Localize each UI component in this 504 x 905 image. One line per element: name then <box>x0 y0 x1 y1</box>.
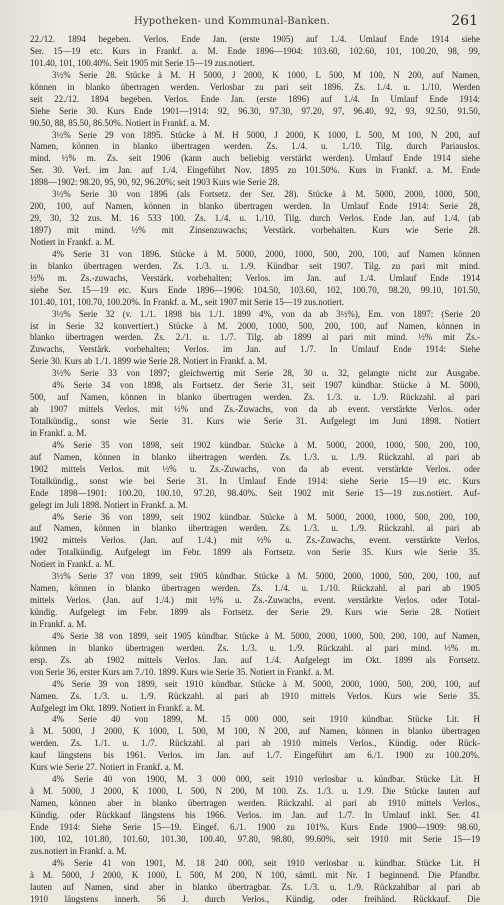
text-line: 100, 102, 101.80, 101.60, 101.30, 100.40, 97.80, 98.80, 99.60%, seit 1910 mit Serie 15—19 <box>30 834 480 846</box>
text-line: zus.notiert in Frankf. a. M. <box>30 846 480 858</box>
text-line: lauten auf Namen, sind aber in blanko übertragbar. Zs. 1./3. u. 1./9. Rückzahlbar al pari ab <box>30 882 480 894</box>
text-line: à M. 5000, J 2000, K 1000, L 500, N 200, M 100. Zs. 1./3. u. 1./9. Die Stücke lauten auf <box>30 786 480 798</box>
text-line: 1910 längstens innerh. 56 J. durch Verlos., Kündig. oder freihänd. Rückkauf. Die <box>30 894 480 905</box>
text-line: in Frankf. a. M. <box>30 428 480 440</box>
text-line: Namen. Zs. 1./3. u. 1./9. Rückzahl. al pari ab 1910 mittels Verlos. Kurs wie Serie 35. <box>30 691 480 703</box>
text-line: werden. Zs. 1./1. u. 1./7. Rückzahl. al pari ab 1910 mittels Verlos., Kündig. oder Rück- <box>30 738 480 750</box>
text-line: 4% Serie 40 von 1900, M. 3 000 000, seit 1910 verlosbar u. kündbar. Stücke Lit. H <box>30 774 480 786</box>
text-line: 4% Serie 34 von 1898, als Fortsetz. der Serie 31, seit 1907 kündbar. Stücke à M. 5000, <box>30 380 480 392</box>
text-body <box>30 34 480 905</box>
text-line: können in blanko übertragen werden. Verlosbar zu pari seit 1896. Zs. 1./4. u. 1./10. Werden <box>30 82 480 94</box>
text-line: mind. ½% m. Zs. seit 1906 (kann auch beliebig verstärkt werden). Umlauf Ende 1914 siehe <box>30 153 480 165</box>
text-line: 3½% Serie 28. Stücke à M. H 5000, J 2000, K 1000, L 500, M 100, N 200, auf Namen, <box>30 70 480 82</box>
text-line: 4% Serie 40 von 1899, M. 15 000 000, seit 1910 kündbar. Stücke Lit. H <box>30 714 480 726</box>
text-line: Namen, können in blanko übertragen werden. Zs. 1./4. u. 1./10. Rückzahl. al pari ab 1905 <box>30 583 480 595</box>
page-number: 261 <box>451 13 478 29</box>
text-line: 200, 100, auf Namen, können in blanko übertragen werden. In Umlauf Ende 1914: Serie 28, <box>30 201 480 213</box>
text-line: Kündig. oder Rückkauf längstens bis 1966. Verlos. im Jan. auf 1./7. In Umlauf inkl. Ser. 41 <box>30 810 480 822</box>
text-line: Totalkündig., sonst wie Serie 31. Kurs wie Serie 31. Aufgelegt im Juni 1898. Notiert <box>30 416 480 428</box>
text-line: in Frankf. a. M. <box>30 619 480 631</box>
text-line: auf Namen, können in blanko übertragen werden. Zs. 1./3. u. 1./9. Rückzahl. al pari ab <box>30 523 480 535</box>
text-line: Ende 1914: Siehe Serie 15—19. Eingef. 6./1. 1900 zu 101%. Kurs Ende 1900—1909: 98.60, <box>30 822 480 834</box>
text-line: Aufgelegt im Okt. 1899. Notiert in Frankf. a. M. <box>30 703 480 715</box>
text-line: oder Totalkündig. Aufgelegt im Febr. 1899 als Fortsetz. von Serie 35. Kurs wie Serie 35. <box>30 547 480 559</box>
text-line: blanko übertragen werden. Zs. 2./1. u. 1./7. Tilg. ab 1899 al pari mit mind. ½% mit Zs.- <box>30 332 480 344</box>
text-line: Namen, können aber in blanko übertragen werden. Rückzahl. al pari ab 1910 mittels Verlos., <box>30 798 480 810</box>
text-line: auf Namen, können in blanko übertragen werden. Zs. 1./3. u. 1./9. Rückzahl. al pari ab <box>30 452 480 464</box>
text-line: seit 22./12. 1894 begeben. Verlos. Ende Jan. (erste 1896) auf 1./4. In Umlauf Ende 1914: <box>30 94 480 106</box>
page-header <box>30 0 480 34</box>
text-line: 3½% Serie 32 (v. 1./1. 1898 bis 1./1. 1899 4%, von da ab 3½%), Em. von 1897: (Serie 20 <box>30 309 480 321</box>
text-line: 4% Serie 39 von 1899, seit 1910 kündbar. Stücke à M. 5000, 2000, 1000, 500, 200, 100, auf <box>30 679 480 691</box>
text-line: können in blanko übertragen werden. Zs. 1./3. u. 1./9. Rückzahl. al pari mind. ½% m. <box>30 643 480 655</box>
text-line: 3½% Serie 29 von 1895. Stücke à M. H 5000, J 2000, K 1000, L 500, M 100, N 200, auf <box>30 130 480 142</box>
text-line: Ser. 30. Verl. im Jan. auf 1./4. Eingeführt Nov. 1895 zu 101.50%. Kurs in Frankf. a. M. Ende <box>30 165 480 177</box>
text-line: 1902 mittels Verlos. mit ½% u. Zs.-Zuwachs, von da ab event. verstärkte Verlos. oder <box>30 464 480 476</box>
text-line: 500, auf Namen, können in blanko übertragen werden. Zs. 1./3. u. 1./9. Rückzahl. al pari <box>30 392 480 404</box>
text-line: Ende 1898—1901: 100.20, 100.10, 97.20, 98.40%. Seit 1902 mit Serie 15—19 zus.notiert. Auf- <box>30 488 480 500</box>
text-line: ½% m. Zs.-zuwachs, Verstärk. vorbehalten; Verlos. im Jan. auf 1./4. Umlauf Ende 1914 <box>30 273 480 285</box>
text-line: 3½% Serie 33 von 1897; gleichwertig mit Serie 28, 30 u. 32, gelangte nicht zur Ausgabe. <box>30 368 480 380</box>
text-line: 22./12. 1894 begeben. Verlos. Ende Jan. (erste 1905) auf 1./4. Umlauf Ende 1914 siehe <box>30 34 480 46</box>
text-line: mittels Verlos. (Jan. auf 1./4.) mit ½% u. Zs.-Zuwachs, event. verstärkte Verlos. oder Total- <box>30 595 480 607</box>
text-line: Siehe Serie 30. Kurs Ende 1901—1914: 92, 96.30, 97.30, 97.20, 97, 96.40, 92, 93, 92.50, 91.50, <box>30 106 480 118</box>
text-line: Namen, können in blanko übertragen werden. Zs. 1./4. u. 1./10. Tilg. durch Pariauslos. <box>30 141 480 153</box>
text-line: ab 1907 mittels Verlos. mit ½% und Zs.-Zuwachs, von da ab event. verstärkte Verlos. oder <box>30 404 480 416</box>
text-line: 90.50, 88, 85.50, 86.50%. Notiert in Frankf. a. M. <box>30 118 480 130</box>
text-line: Notiert in Frankf. a. M. <box>30 237 480 249</box>
text-line: 3½% Serie 30 von 1896 (als Fortsetz. der Ser. 28). Stücke à M. 5000, 2000, 1000, 500, <box>30 189 480 201</box>
text-line: 3½% Serie 37 von 1899, seit 1905 kündbar. Stücke à M. 5000, 2000, 1000, 500, 200, 100, auf <box>30 571 480 583</box>
text-line: 101.40, 101, 100.70, 100.20%. In Frankf. a. M., seit 1907 mit Serie 15—19 zus.notiert. <box>30 297 480 309</box>
text-line: 1902 mittels Verlos. (Jan. auf 1./4.) mit ½% u. Zs.-Zuwachs, event. verstärkte Verlos. <box>30 535 480 547</box>
text-line: 4% Serie 36 von 1899, seit 1902 kündbar. Stücke à M. 5000, 2000, 1000, 500, 200, 100, <box>30 512 480 524</box>
text-line: ersp. Zs. ab 1902 mittels Verlos. Jan. auf 1./4. Aufgelegt im Okt. 1899 als Fortsetz. <box>30 655 480 667</box>
text-line: Totalkündig., sonst wie bei Serie 31. In Umlauf Ende 1914: siehe Serie 15—19 etc. Kurs <box>30 476 480 488</box>
text-line: à M. 5000, J 2000, K 1000, L 500, M 200, N 100, sämtl. mit Nr. 1 beginnend. Die Pfandbr. <box>30 870 480 882</box>
text-line: 4% Serie 41 von 1901, M. 18 240 000, seit 1910 verlosbar u. kündbar. Stücke Lit. H <box>30 858 480 870</box>
text-line: Kurs wie Serie 27. Notiert in Frankf. a. M. <box>30 762 480 774</box>
running-head: Hypotheken- und Kommunal-Banken. <box>30 16 434 27</box>
text-line: 4% Serie 31 von 1896. Stücke à M. 5000, 2000, 1000, 500, 200, 100, auf Namen können <box>30 249 480 261</box>
text-line: Serie 30. Kurs ab 1./1. 1899 wie Serie 28. Notiert in Frankf. a. M. <box>30 356 480 368</box>
text-line: 101.40, 101, 100.40%. Seit 1905 mit Serie 15—19 zus.notiert. <box>30 58 480 70</box>
text-line: kauf längstens bis 1961. Verlos. im Jan. auf 1./7. Eingeführt am 6./1. 1900 zu 100.20%. <box>30 750 480 762</box>
text-line: Notiert in Frankf. a. M. <box>30 559 480 571</box>
text-line: gelegt im Juli 1898. Notiert in Frankf. a. M. <box>30 500 480 512</box>
text-line: Ser. 15—19 etc. Kurs in Frankf. a. M. Ende 1896—1904: 103.60, 102.60, 101, 100.20, 98, 99, <box>30 46 480 58</box>
text-line: 1898—1902: 98.20, 95, 90, 92, 96.20%; seit 1903 Kurs wie Serie 28. <box>30 177 480 189</box>
text-line: von Serie 36, erster Kurs am 7./10. 1899. Kurs wie Serie 35. Notiert in Frankf. a. M. <box>30 667 480 679</box>
text-line: ist in Serie 32 konvertiert.) Stücke à M. 2000, 1000, 500, 200, 100, auf Namen, können in <box>30 321 480 333</box>
text-line: à M. 5000, J 2000, K 1000, L 500, M 100, N 200, auf Namen, können in blanko übertragen <box>30 726 480 738</box>
text-line: 4% Serie 35 von 1898, seit 1902 kündbar. Stücke à M. 5000, 2000, 1000, 500, 200, 100, <box>30 440 480 452</box>
text-line: in blanko übertragen werden. Zs. 1./3. u. 1./9. Kündbar seit 1907. Tilg. zu pari mit mind. <box>30 261 480 273</box>
text-line: 1897) mit mind. ½% mit Zinsenzuwachs; Verstärk. vorbehalten. Kurs wie Serie 28. <box>30 225 480 237</box>
text-line: kündig. Aufgelegt im Febr. 1899 als Fortsetz. der Serie 29. Kurs wie Serie 28. Notiert <box>30 607 480 619</box>
text-line: siehe Ser. 15—19 etc. Kurs Ende 1896—1906: 104.50, 103.60, 102, 100.70, 98.20, 99.10, 101.50, <box>30 285 480 297</box>
text-line: 29, 30, 32 zus. M. 16 533 100. Zs. 1./4. u. 1./10. Tilg. durch Verlos. Ende Jan. auf 1./4. (ab <box>30 213 480 225</box>
text-line: Zuwachs, Verstärk. vorbehalten; Verlos. im Jan. auf 1./7. In Umlauf Ende 1914: Siehe <box>30 344 480 356</box>
text-line: 4% Serie 38 von 1899, seit 1905 kündbar. Stücke à M. 5000, 2000, 1000, 500, 200, 100, auf Namen, <box>30 631 480 643</box>
